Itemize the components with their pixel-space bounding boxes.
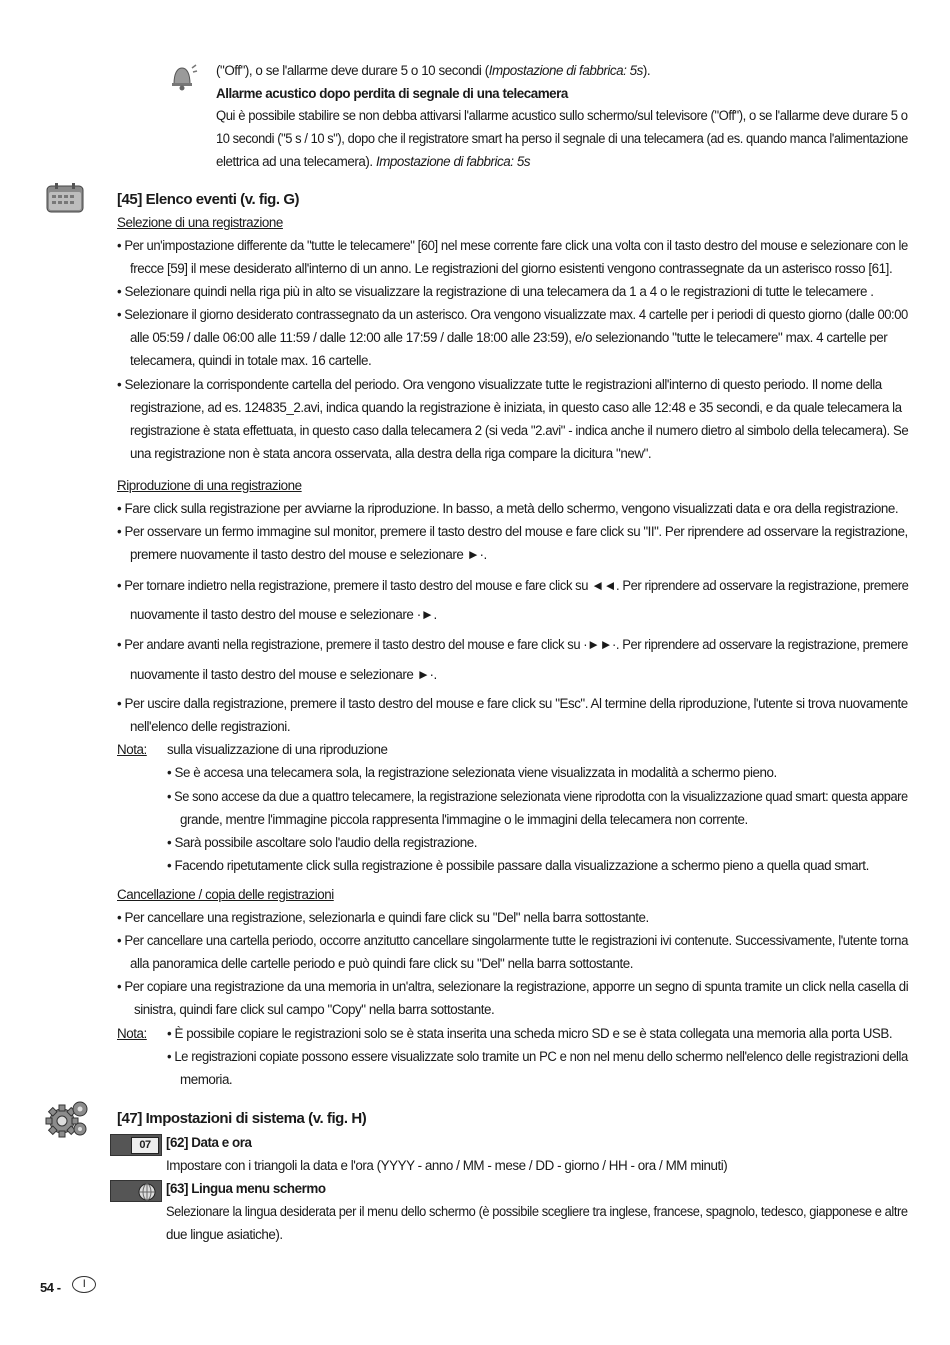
alarm-line0-text: ("Off"), o se l'allarme deve durare 5 o 10 secondi ( (216, 63, 489, 78)
bullet-text: • Per un'impostazione differente da "tutte le telecamere" [60] nel mese corrente fare click una volta con il tasto destro del mouse e selezionare con le (117, 238, 908, 253)
calendar-small-icon (110, 1134, 162, 1156)
bullet-text: • Selezionare quindi nella riga più in alto se visualizzare la registrazione di una telecamera da 1 a 4 o le registrazioni di tutte le telecamere . (117, 284, 874, 299)
bullet-text: • Per cancellare una cartella periodo, occorre anzitutto cancellare singolarmente tutte le registrazioni ivi contenute. Successivamente, l'utente torna (117, 933, 908, 948)
note-bullet: • Se è accesa una telecamera sola, la registrazione selezionata viene visualizzata in modalità a schermo pieno. (167, 765, 777, 780)
bullet-text: • Per copiare una registrazione da una memoria in un'altra, selezionare la registrazione, apporre un segno di spunta tramite un click nella casella di (117, 979, 909, 994)
bullet-text: telecamera, quindi in totale max. 16 cartelle. (130, 353, 372, 368)
bullet-text: • Per osservare un fermo immagine sul monitor, premere il tasto destro del mouse e fare click su "II". Per riprendere ad osservare la registrazione, (117, 524, 908, 539)
page-number: 54 - (40, 1280, 61, 1295)
calendar-badge: 07 (131, 1137, 159, 1154)
note-bullet: • Facendo ripetutamente click sulla registrazione è possibile passare dalla visualizzazione a schermo pieno a quella quad smart. (167, 858, 869, 873)
alarm-line0 (216, 59, 650, 82)
subheading-playback: Riproduzione di una registrazione (117, 478, 302, 493)
note-text: sulla visualizzazione di una riproduzione (167, 742, 388, 757)
setting-63-text-1: Selezionare la lingua desiderata per il menu dello schermo (è possibile scegliere tra inglese, francese, spagnolo, tedesco, giapponese e altre (166, 1204, 908, 1219)
bullet-text: una registrazione non è stata ancora osservata, alla destra della riga compare la dicitura "new". (130, 446, 652, 461)
bullet-text: • Fare click sulla registrazione per avviarne la riproduzione. In basso, a metà dello schermo, vengono visualizzati data e ora della registrazione. (117, 501, 899, 516)
note-bullet: • È possibile copiare le registrazioni solo se è stata inserita una scheda micro SD e se è stata collegata una memoria alla porta USB. (167, 1026, 893, 1041)
bullet-text: registrazione, ad es. 124835_2.avi, indica quando la registrazione è iniziata, in questo caso alle 12:48 e 35 secondi, e da quale telecamera la (130, 400, 902, 415)
note-bullet: grande, mentre l'immagine piccola rappresenta l'immagine o le immagini della telecamera non corrente. (180, 812, 748, 827)
bullet-text: frecce [59] il mese desiderato all'interno di un anno. Le registrazioni del giorno esistenti vengono contrassegnate da un asterisco rosso [61]. (130, 261, 893, 276)
alarm-text-3-plain: elettrica ad una telecamera). (216, 154, 376, 169)
bullet-text: premere nuovamente il tasto destro del mouse e selezionare ►·. (130, 547, 487, 562)
bullet-text: alla panoramica delle cartelle periodo e può quindi fare click su "Del" nella barra sottostante. (130, 956, 633, 971)
alarm-title: Allarme acustico dopo perdita di segnale di una telecamera (216, 86, 568, 101)
note-bullet: • Se sono accese da due a quattro telecamere, la registrazione selezionata viene riprodotta con la visualizzazione quad smart: questa appare (167, 789, 908, 804)
alarm-text-1: Qui è possibile stabilire se non debba attivarsi l'allarme acustico sullo schermo/sul televisore ("Off"), o se l'allarme deve durare 5 o (216, 108, 908, 123)
note-label: Nota: (117, 1026, 147, 1041)
setting-62-text: Impostare con i triangoli la data e l'ora (YYYY - anno / MM - mese / DD - giorno / HH - ora / MM minuti) (166, 1158, 728, 1173)
alarm-line0-italic: Impostazione di fabbrica: 5s (488, 63, 643, 78)
bullet-text: • Per tornare indietro nella registrazione, premere il tasto destro del mouse e fare click su ◄◄. Per riprendere ad osservare la registrazione, premere (117, 578, 909, 593)
gears-icon (44, 1097, 92, 1148)
note-bullet: • Sarà possibile ascoltare solo l'audio della registrazione. (167, 835, 477, 850)
language-badge: I (72, 1276, 96, 1293)
globe-icon (110, 1180, 162, 1202)
section-45-heading: [45] Elenco eventi (v. fig. G) (117, 191, 300, 208)
bullet-text: nuovamente il tasto destro del mouse e selezionare ►·. (130, 667, 437, 682)
bullet-text: • Selezionare il giorno desiderato contrassegnato da un asterisco. Ora vengono visualizzate max. 4 cartelle per i periodi di questo giorno (dalle 00:00 (117, 307, 908, 322)
bullet-text: nuovamente il tasto destro del mouse e selezionare ·►. (130, 607, 437, 622)
alarm-text-2: 10 secondi ("5 s / 10 s"), dopo che il registratore smart ha perso il segnale di una telecamera (ad es. quando manca l'alimentazione (216, 131, 908, 146)
subheading-delete-copy: Cancellazione / copia delle registrazioni (117, 887, 334, 902)
subheading-selection: Selezione di una registrazione (117, 215, 283, 230)
bullet-text: • Per cancellare una registrazione, selezionarla e quindi fare click su "Del" nella barra sottostante. (117, 910, 649, 925)
note-label: Nota: (117, 742, 147, 757)
alarm-text-3 (216, 150, 530, 173)
note-bullet: memoria. (180, 1072, 233, 1087)
calendar-icon (46, 183, 84, 220)
bullet-text: alle 05:59 / dalle 06:00 alle 11:59 / dalle 12:00 alle 17:59 / dalle 18:00 alle 23:59), e/o selezionando "tutte le telecamere" max. 4 cartelle per (130, 330, 888, 345)
bell-icon (166, 62, 198, 99)
bullet-text: sinistra, quindi fare click sul campo "Copy" nella barra sottostante. (134, 1002, 495, 1017)
bullet-text: nell'elenco delle registrazioni. (130, 719, 291, 734)
setting-63-title: [63] Lingua menu schermo (166, 1181, 326, 1196)
note-bullet: • Le registrazioni copiate possono essere visualizzate solo tramite un PC e non nel menu dello schermo nell'elenco delle registrazioni della (167, 1049, 908, 1064)
bullet-text: • Per andare avanti nella registrazione, premere il tasto destro del mouse e fare click su ·►►·. Per riprendere ad osservare la registrazione, premere (117, 637, 908, 652)
bullet-text: registrazione è stata effettuata, in questo caso dalla telecamera 2 (si veda "2.avi" - indica anche il numero dietro al simbolo della telecamera). Se (130, 423, 909, 438)
setting-62-title: [62] Data e ora (166, 1135, 252, 1150)
setting-63-text-2: due lingue asiatiche). (166, 1227, 283, 1242)
section-47-heading: [47] Impostazioni di sistema (v. fig. H) (117, 1110, 367, 1127)
bullet-text: • Per uscire dalla registrazione, premere il tasto destro del mouse e fare click su "Esc". Al termine della riproduzione, l'utente si trova nuovamente (117, 696, 908, 711)
alarm-text-3-italic: Impostazione di fabbrica: 5s (375, 154, 531, 169)
bullet-text: • Selezionare la corrispondente cartella del periodo. Ora vengono visualizzate tutte le registrazioni all'interno di questo periodo. Il nome della (117, 377, 882, 392)
alarm-line0-end: ). (642, 63, 651, 78)
